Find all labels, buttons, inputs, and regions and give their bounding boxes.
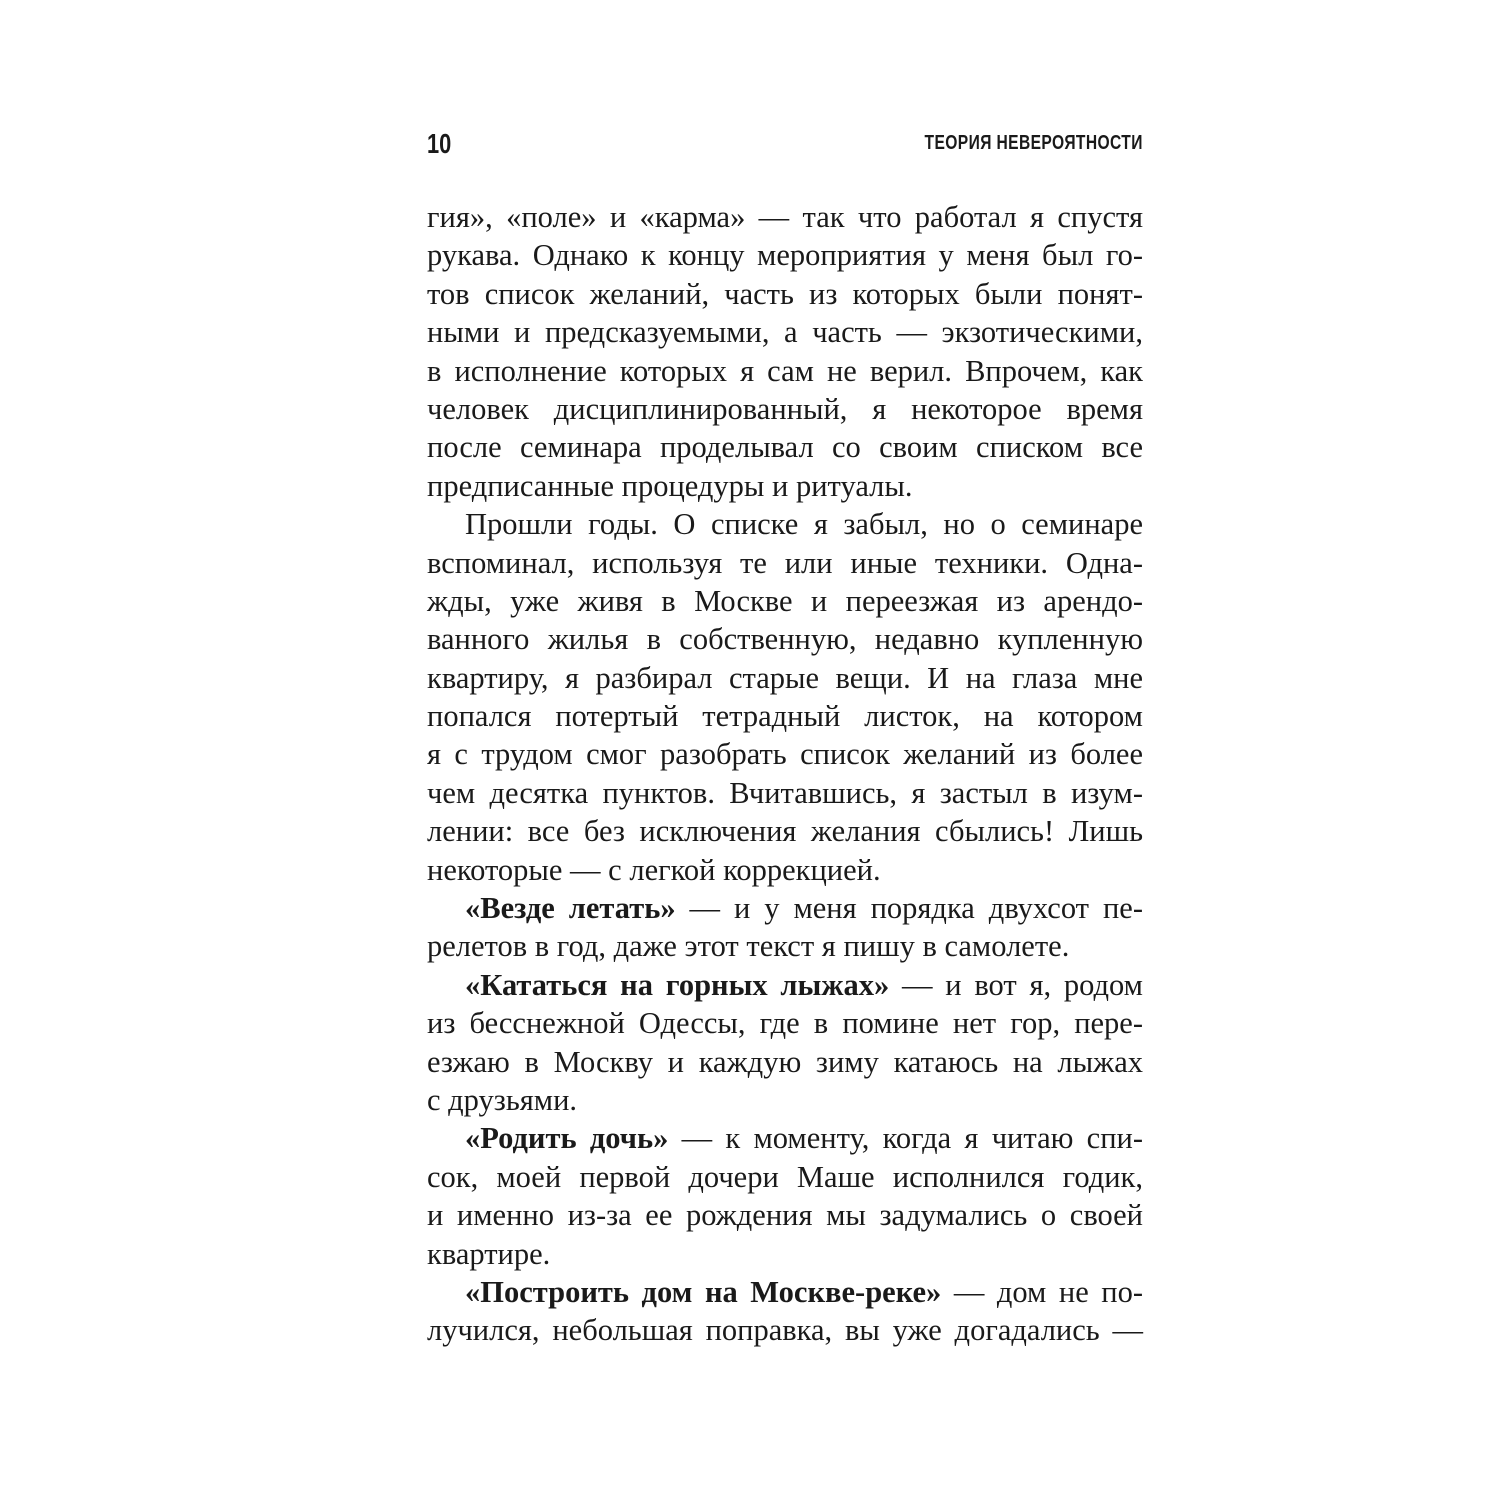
- text-line: после семинара проделывал со своим списком все: [427, 430, 1143, 465]
- text-line: [427, 889, 1143, 927]
- paragraph: [427, 889, 1143, 966]
- text-line: некоторые — с легкой коррекцией.: [427, 852, 881, 887]
- wish-title: «Кататься на горных лыжах»: [465, 967, 890, 1002]
- text-line: сок, моей первой дочери Маше исполнился годик,: [427, 1159, 1143, 1194]
- text-line: релетов в год, даже этот текст я пишу в самолете.: [427, 929, 1070, 964]
- text-line: попался потертый тетрадный листок, на котором: [427, 699, 1143, 734]
- text-line: предписанные процедуры и ритуалы.: [427, 468, 913, 503]
- text-line: гия», «поле» и «карма» — так что работал я спустя: [427, 200, 1143, 234]
- text-line: из бесснежной Одессы, где в помине нет гор, пере-: [427, 1006, 1143, 1041]
- text-line: [427, 1273, 1143, 1311]
- wish-comment: — и у меня порядка двухсот пе-: [675, 891, 1143, 926]
- running-head: [427, 120, 1143, 180]
- text-line: в исполнение которых я сам не верил. Впрочем, как: [427, 353, 1143, 388]
- text-line: человек дисциплинированный, я некоторое время: [427, 391, 1143, 426]
- wish-title: «Везде летать»: [465, 891, 676, 926]
- paragraph: [427, 966, 1143, 1120]
- body-text: [427, 198, 1143, 1350]
- page-number: 10: [427, 128, 452, 159]
- wish-comment: — дом не по-: [941, 1274, 1143, 1309]
- text-line: жды, уже живя в Москве и переезжая из арендо-: [427, 583, 1143, 618]
- text-line: тов список желаний, часть из которых были понят-: [427, 276, 1143, 311]
- text-line: ванного жилья в собственную, недавно купленную: [427, 622, 1143, 657]
- wish-comment: — и вот я, родом: [889, 967, 1143, 1002]
- text-line: [427, 966, 1143, 1004]
- text-line: Прошли годы. О списке я забыл, но о семинаре: [465, 507, 1143, 542]
- wish-comment: — к моменту, когда я читаю спи-: [668, 1121, 1143, 1156]
- text-line: квартире.: [427, 1236, 551, 1271]
- book-title: ТЕОРИЯ НЕВЕРОЯТНОСТИ: [924, 132, 1143, 154]
- paragraph: [427, 1119, 1143, 1273]
- wish-title: «Родить дочь»: [465, 1121, 669, 1156]
- text-line: квартиру, я разбирал старые вещи. И на глаза мне: [427, 660, 1143, 695]
- text-line: чем десятка пунктов. Вчитавшись, я застыл в изум-: [427, 775, 1143, 810]
- text-line: вспоминал, используя те или иные техники. Одна-: [427, 545, 1143, 580]
- text-line: лении: все без исключения желания сбылись! Лишь: [427, 814, 1143, 849]
- text-line: [427, 1119, 1143, 1157]
- book-page: [427, 120, 1143, 1380]
- text-line: рукава. Однако к концу мероприятия у меня был го-: [427, 238, 1143, 273]
- paragraph: [427, 505, 1143, 889]
- text-line: езжаю в Москву и каждую зиму катаюсь на лыжах: [427, 1044, 1143, 1079]
- text-line: ными и предсказуемыми, а часть — экзотическими,: [427, 315, 1143, 350]
- text-line: с друзьями.: [427, 1082, 578, 1117]
- paragraph: [427, 198, 1143, 505]
- paragraph: [427, 1273, 1143, 1350]
- wish-title: «Построить дом на Москве-реке»: [465, 1274, 942, 1309]
- text-line: и именно из-за ее рождения мы задумались о своей: [427, 1198, 1143, 1233]
- text-line: я с трудом смог разобрать список желаний из более: [427, 737, 1143, 772]
- text-line: лучился, небольшая поправка, вы уже догадались —: [427, 1313, 1143, 1348]
